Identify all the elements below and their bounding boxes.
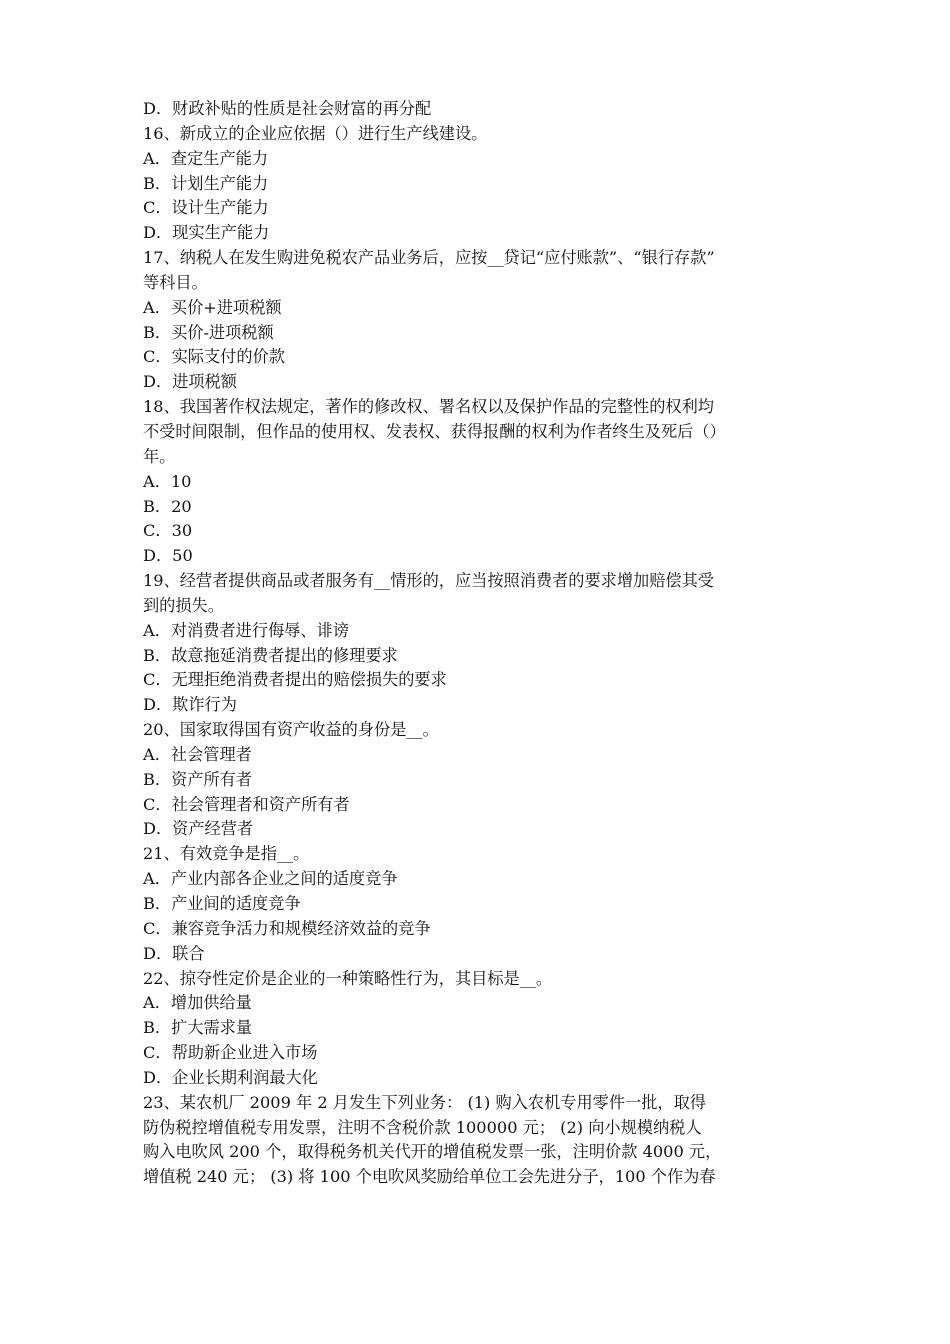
- answer-option-line: A．查定生产能力: [143, 148, 269, 168]
- question-text-line: 17、纳税人在发生购进免税农产品业务后，应按__贷记“应付账款”、“银行存款”: [143, 248, 715, 268]
- question-text-line: 增值税 240 元； (3) 将 100 个电吹风奖励给单位工会先进分子，100 个作为春: [143, 1167, 716, 1187]
- answer-option-line: B．买价-进项税额: [143, 322, 274, 342]
- answer-option-line: D．财政补贴的性质是社会财富的再分配: [143, 99, 432, 118]
- answer-option-line: C．无理拒绝消费者提出的赔偿损失的要求: [143, 670, 447, 690]
- question-text-line: 20、国家取得国有资产收益的身份是__。: [143, 720, 439, 740]
- answer-option-line: D．现实生产能力: [143, 223, 270, 243]
- answer-option-line: D．企业长期利润最大化: [143, 1067, 318, 1087]
- answer-option-line: C．帮助新企业进入市场: [143, 1043, 318, 1063]
- answer-option-line: D．进项税额: [143, 372, 237, 392]
- answer-option-line: D．欺诈行为: [143, 695, 237, 715]
- question-text-line: 到的损失。: [143, 595, 224, 615]
- question-text-line: 购入电吹风 200 个，取得税务机关代开的增值税发票一张，注明价款 4000 元，: [143, 1142, 722, 1162]
- question-text-line: 19、经营者提供商品或者服务有__情形的，应当按照消费者的要求增加赔偿其受: [143, 571, 714, 591]
- answer-option-line: A．产业内部各企业之间的适度竞争: [143, 869, 398, 889]
- answer-option-line: A．社会管理者: [143, 744, 252, 764]
- answer-option-line: C．兼容竞争活力和规模经济效益的竞争: [143, 918, 431, 938]
- answer-option-line: C．设计生产能力: [143, 198, 269, 218]
- document-page: [143, 97, 811, 1190]
- question-text-line: 年。: [143, 446, 176, 466]
- answer-option-line: B．扩大需求量: [143, 1018, 253, 1038]
- answer-option-line: A．对消费者进行侮辱、诽谤: [143, 620, 349, 640]
- question-text-line: 等科目。: [143, 272, 208, 292]
- answer-option-line: A．买价+进项税额: [143, 297, 282, 317]
- answer-option-line: C．30: [143, 521, 193, 541]
- question-text-line: 22、掠夺性定价是企业的一种策略性行为，其目标是__。: [143, 968, 553, 988]
- answer-option-line: D．联合: [143, 943, 205, 963]
- answer-option-line: B．产业间的适度竞争: [143, 894, 301, 913]
- question-text-line: 23、某农机厂 2009 年 2 月发生下列业务： (1) 购入农机专用零件一批，取得: [143, 1092, 706, 1112]
- question-text-line: 不受时间限制，但作品的使用权、发表权、获得报酬的权利为作者终生及死后（）: [143, 421, 726, 441]
- answer-option-line: A．10: [143, 471, 192, 491]
- answer-option-line: B．计划生产能力: [143, 173, 269, 193]
- answer-option-line: D．资产经营者: [143, 819, 254, 839]
- answer-option-line: C．实际支付的价款: [143, 347, 285, 367]
- question-text-line: 18、我国著作权法规定，著作的修改权、署名权以及保护作品的完整性的权利均: [143, 397, 714, 417]
- answer-option-line: B．资产所有者: [143, 769, 253, 789]
- answer-option-line: D．50: [143, 546, 193, 566]
- question-text-line: 防伪税控增值税专用发票，注明不含税价款 100000 元； (2) 向小规模纳税人: [143, 1117, 702, 1137]
- answer-option-line: B．故意拖延消费者提出的修理要求: [143, 645, 398, 665]
- question-text-line: 16、新成立的企业应依据（）进行生产线建设。: [143, 123, 488, 143]
- question-text-line: 21、有效竞争是指__。: [143, 844, 310, 864]
- answer-option-line: A．增加供给量: [143, 993, 252, 1013]
- answer-option-line: C．社会管理者和资产所有者: [143, 794, 350, 814]
- answer-option-line: B．20: [143, 496, 192, 516]
